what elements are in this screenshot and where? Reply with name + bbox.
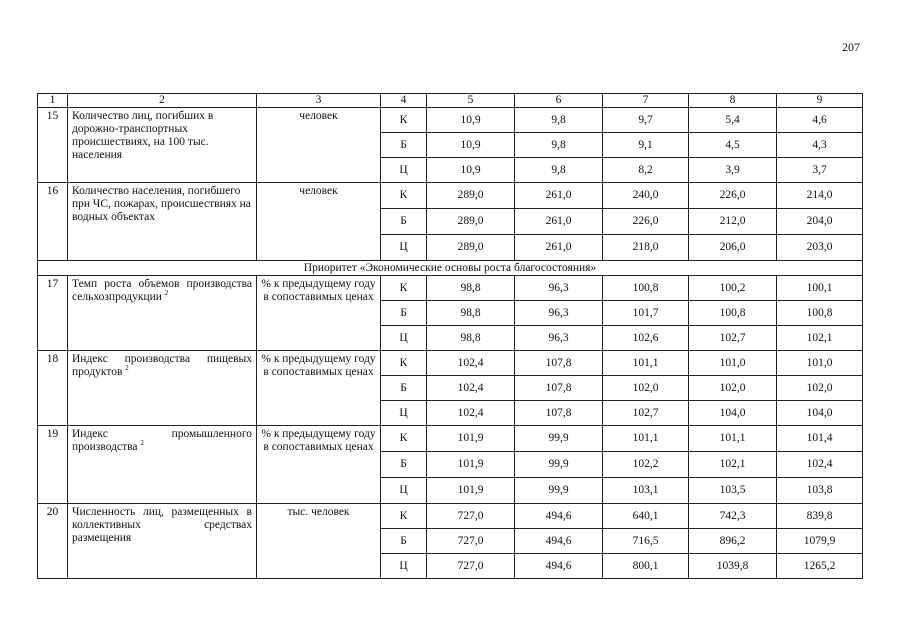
value-cell: 96,3: [515, 301, 603, 326]
value-cell: 103,1: [603, 478, 689, 504]
value-cell: 98,8: [427, 301, 515, 326]
value-cell: 261,0: [515, 183, 603, 209]
value-cell: 261,0: [515, 209, 603, 235]
scenario-code: Б: [381, 133, 427, 158]
value-cell: 240,0: [603, 183, 689, 209]
value-cell: 800,1: [603, 554, 689, 579]
indicator-name-text: Индекс производства пищевых продуктов: [72, 353, 252, 378]
header-cell: 4: [381, 94, 427, 108]
value-cell: 289,0: [427, 209, 515, 235]
value-cell: 101,9: [427, 426, 515, 452]
value-cell: 99,9: [515, 426, 603, 452]
value-cell: 494,6: [515, 529, 603, 554]
value-cell: 102,6: [603, 326, 689, 351]
table-row: [38, 183, 863, 209]
header-cell: 5: [427, 94, 515, 108]
table-row: [38, 351, 863, 376]
value-cell: 212,0: [689, 209, 777, 235]
value-cell: 9,7: [603, 108, 689, 133]
header-cell: 1: [38, 94, 68, 108]
row-number: 16: [38, 183, 68, 261]
value-cell: 102,4: [777, 452, 863, 478]
value-cell: 289,0: [427, 183, 515, 209]
value-cell: 100,8: [689, 301, 777, 326]
value-cell: 4,6: [777, 108, 863, 133]
value-cell: 640,1: [603, 504, 689, 529]
value-cell: 9,8: [515, 133, 603, 158]
value-cell: 101,1: [603, 426, 689, 452]
value-cell: 107,8: [515, 376, 603, 401]
indicator-name: [68, 426, 257, 504]
value-cell: 1265,2: [777, 554, 863, 579]
scenario-code: Б: [381, 301, 427, 326]
value-cell: 261,0: [515, 235, 603, 261]
scenario-code: К: [381, 276, 427, 301]
value-cell: 101,0: [777, 351, 863, 376]
value-cell: 494,6: [515, 554, 603, 579]
scenario-code: Ц: [381, 158, 427, 183]
value-cell: 100,2: [689, 276, 777, 301]
scenario-code: Ц: [381, 401, 427, 426]
value-cell: 98,8: [427, 276, 515, 301]
indicator-name-text: Темп роста объемов производства сельхозпродукции: [72, 278, 252, 303]
footnote-mark: 2: [164, 289, 169, 298]
value-cell: 102,0: [603, 376, 689, 401]
indicators-table: [37, 93, 863, 579]
unit: % к предыдущему году в сопоставимых ценах: [257, 351, 381, 426]
value-cell: 3,9: [689, 158, 777, 183]
scenario-code: К: [381, 426, 427, 452]
table-row: [38, 504, 863, 529]
value-cell: 96,3: [515, 326, 603, 351]
priority-title: Приоритет «Экономические основы роста благосостояния»: [38, 261, 863, 276]
value-cell: 96,3: [515, 276, 603, 301]
scenario-code: Б: [381, 529, 427, 554]
value-cell: 206,0: [689, 235, 777, 261]
value-cell: 102,4: [427, 401, 515, 426]
value-cell: 99,9: [515, 452, 603, 478]
value-cell: 101,4: [777, 426, 863, 452]
value-cell: 727,0: [427, 529, 515, 554]
header-cell: 2: [68, 94, 257, 108]
value-cell: 203,0: [777, 235, 863, 261]
value-cell: 214,0: [777, 183, 863, 209]
value-cell: 10,9: [427, 133, 515, 158]
footnote-mark: 2: [125, 364, 129, 373]
value-cell: 1079,9: [777, 529, 863, 554]
value-cell: 716,5: [603, 529, 689, 554]
value-cell: 104,0: [689, 401, 777, 426]
header-cell: 6: [515, 94, 603, 108]
value-cell: 107,8: [515, 351, 603, 376]
value-cell: 896,2: [689, 529, 777, 554]
row-number: 18: [38, 351, 68, 426]
value-cell: 226,0: [689, 183, 777, 209]
value-cell: 101,1: [603, 351, 689, 376]
indicator-name-text: Индекс промышленного производства: [72, 428, 252, 453]
scenario-code: Ц: [381, 326, 427, 351]
value-cell: 226,0: [603, 209, 689, 235]
scenario-code: Ц: [381, 235, 427, 261]
indicator-name: [68, 276, 257, 351]
value-cell: 104,0: [777, 401, 863, 426]
value-cell: 107,8: [515, 401, 603, 426]
value-cell: 101,0: [689, 351, 777, 376]
value-cell: 8,2: [603, 158, 689, 183]
indicator-name: [68, 504, 257, 579]
value-cell: 101,1: [689, 426, 777, 452]
value-cell: 494,6: [515, 504, 603, 529]
row-number: 19: [38, 426, 68, 504]
indicator-name-text: Численность лиц, размещенных в коллективных средствах размещения: [72, 506, 252, 544]
header-cell: 9: [777, 94, 863, 108]
value-cell: 100,1: [777, 276, 863, 301]
value-cell: 100,8: [603, 276, 689, 301]
value-cell: 204,0: [777, 209, 863, 235]
scenario-code: Ц: [381, 554, 427, 579]
value-cell: 102,2: [603, 452, 689, 478]
page-number: 207: [842, 40, 860, 54]
scenario-code: Ц: [381, 478, 427, 504]
value-cell: 103,8: [777, 478, 863, 504]
scenario-code: Б: [381, 452, 427, 478]
scenario-code: К: [381, 351, 427, 376]
unit: человек: [257, 183, 381, 261]
row-number: 15: [38, 108, 68, 183]
value-cell: 10,9: [427, 158, 515, 183]
value-cell: 102,4: [427, 376, 515, 401]
table-row: [38, 426, 863, 452]
unit: человек: [257, 108, 381, 183]
value-cell: 727,0: [427, 504, 515, 529]
value-cell: 9,8: [515, 108, 603, 133]
value-cell: 1039,8: [689, 554, 777, 579]
value-cell: 5,4: [689, 108, 777, 133]
unit: % к предыдущему году в сопоставимых ценах: [257, 276, 381, 351]
header-cell: 8: [689, 94, 777, 108]
header-row: [38, 94, 863, 108]
value-cell: 742,3: [689, 504, 777, 529]
table-row: [38, 276, 863, 301]
footnote-mark: 2: [140, 439, 144, 448]
value-cell: 727,0: [427, 554, 515, 579]
priority-row: [38, 261, 863, 276]
value-cell: 102,1: [777, 326, 863, 351]
scenario-code: К: [381, 183, 427, 209]
scenario-code: Б: [381, 376, 427, 401]
value-cell: 289,0: [427, 235, 515, 261]
value-cell: 3,7: [777, 158, 863, 183]
scenario-code: К: [381, 504, 427, 529]
value-cell: 102,0: [689, 376, 777, 401]
value-cell: 102,7: [689, 326, 777, 351]
scenario-code: Б: [381, 209, 427, 235]
value-cell: 103,5: [689, 478, 777, 504]
header-cell: 7: [603, 94, 689, 108]
value-cell: 4,5: [689, 133, 777, 158]
value-cell: 102,0: [777, 376, 863, 401]
value-cell: 9,1: [603, 133, 689, 158]
row-number: 17: [38, 276, 68, 351]
value-cell: 99,9: [515, 478, 603, 504]
value-cell: 218,0: [603, 235, 689, 261]
value-cell: 98,8: [427, 326, 515, 351]
value-cell: 101,7: [603, 301, 689, 326]
value-cell: 839,8: [777, 504, 863, 529]
value-cell: 10,9: [427, 108, 515, 133]
value-cell: 101,9: [427, 452, 515, 478]
value-cell: 9,8: [515, 158, 603, 183]
row-number: 20: [38, 504, 68, 579]
header-cell: 3: [257, 94, 381, 108]
indicator-name: [68, 351, 257, 426]
table-row: [38, 108, 863, 133]
value-cell: 4,3: [777, 133, 863, 158]
unit: % к предыдущему году в сопоставимых ценах: [257, 426, 381, 504]
indicator-name: [68, 183, 257, 261]
value-cell: 102,4: [427, 351, 515, 376]
value-cell: 101,9: [427, 478, 515, 504]
scenario-code: К: [381, 108, 427, 133]
unit: тыс. человек: [257, 504, 381, 579]
indicator-name-text: Количество лиц, погибших в дорожно-транспортных происшествиях, на 100 тыс. населения: [72, 110, 214, 161]
indicator-name: [68, 108, 257, 183]
value-cell: 102,7: [603, 401, 689, 426]
value-cell: 100,8: [777, 301, 863, 326]
indicator-name-text: Количество населения, погибшего при ЧС, пожарах, происшествиях на водных объектах: [72, 185, 251, 223]
value-cell: 102,1: [689, 452, 777, 478]
